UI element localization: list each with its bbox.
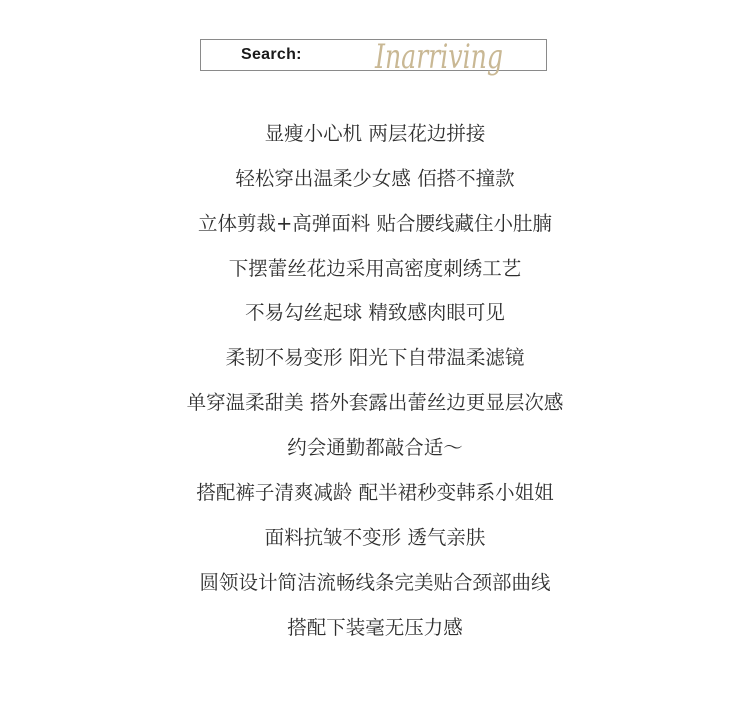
description-line: 下摆蕾丝花边采用高密度刺绣工艺 [228,257,522,280]
description-line: 单穿温柔甜美 搭外套露出蕾丝边更显层次感 [186,391,564,414]
description-line: 立体剪裁+高弹面料 贴合腰线藏住小肚腩 [197,212,553,235]
search-label: Search: [241,46,302,63]
search-box[interactable] [200,37,547,77]
description-line: 轻松穿出温柔少女感 佰搭不撞款 [235,167,515,190]
description-line: 不易勾丝起球 精致感肉眼可见 [245,301,505,324]
description-line: 面料抗皱不变形 透气亲肤 [264,526,486,549]
description-line: 显瘦小心机 两层花边拼接 [264,122,486,145]
search-value-text: Inarriving [374,37,503,77]
search-script-value [369,18,509,84]
description-line: 约会通勤都敲合适～ [287,436,463,459]
description-line: 搭配下装毫无压力感 [287,616,463,639]
description-line: 柔韧不易变形 阳光下自带温柔滤镜 [225,346,525,369]
description-line: 圆领设计简洁流畅线条完美贴合颈部曲线 [199,571,551,594]
description-line: 搭配裤子清爽减龄 配半裙秒变韩系小姐姐 [196,481,554,504]
